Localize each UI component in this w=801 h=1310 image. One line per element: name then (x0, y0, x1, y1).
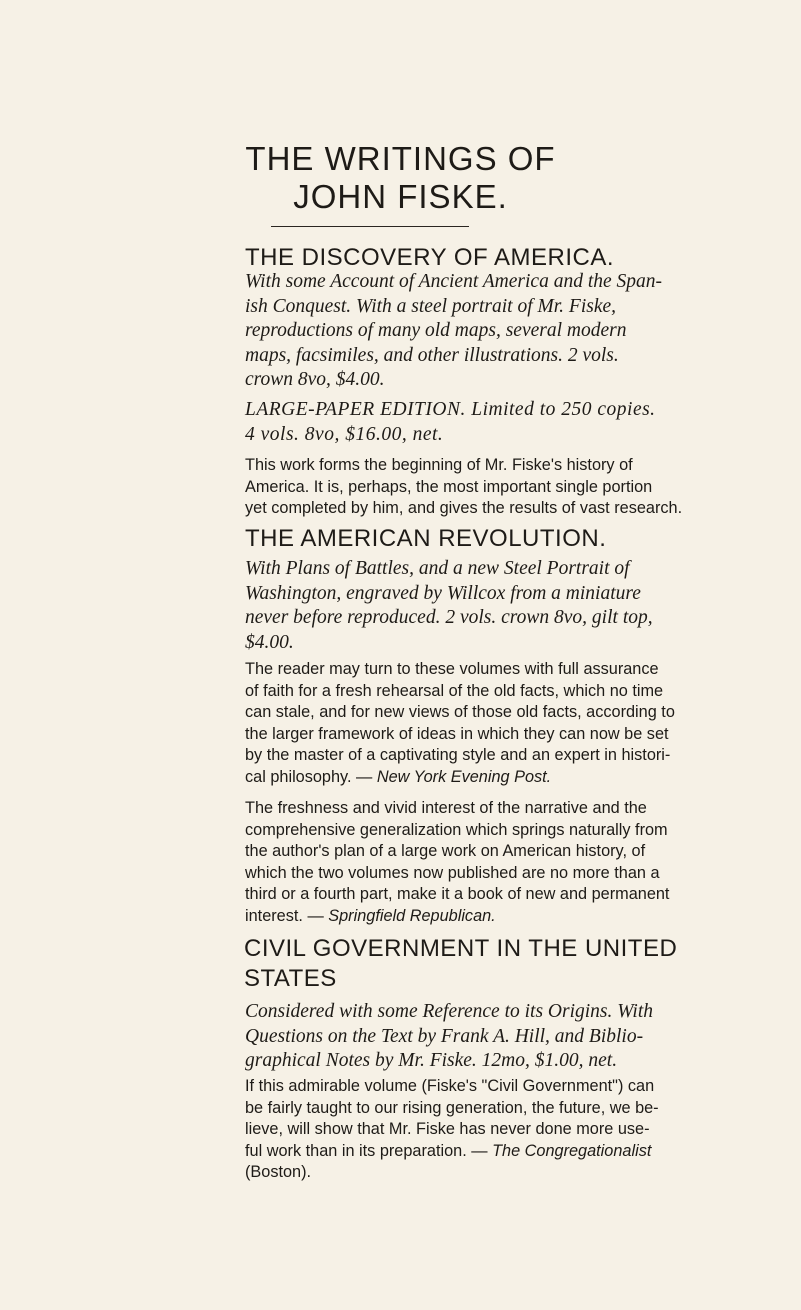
revolution-heading: THE AMERICAN REVOLUTION. (245, 525, 607, 552)
evening-post-review (245, 659, 675, 789)
review-line (245, 906, 669, 928)
review-line: can stale, and for new views of those old facts, according to (245, 703, 675, 722)
large-paper-line: LARGE-PAPER EDITION. Limited to 250 copies. (245, 399, 656, 420)
review-line (245, 1141, 659, 1163)
review-line: The reader may turn to these volumes with full assurance (245, 660, 659, 678)
review-line: the larger framework of ideas in which they can now be set (245, 724, 669, 743)
discovery-heading: THE DISCOVERY OF AMERICA. (245, 244, 615, 271)
title-line-2: JOHN FISKE. (293, 178, 508, 215)
review-line: third or a fourth part, make it a book of new and permanent (245, 885, 670, 904)
discovery-desc-line: maps, facsimiles, and other illustrations. 2 vols. (245, 344, 619, 366)
revolution-desc-line: With Plans of Battles, and a new Steel Portrait of (245, 558, 630, 579)
civil-desc-line: graphical Notes by Mr. Fiske. 12mo, $1.00, net. (245, 1050, 618, 1071)
page-title (0, 140, 801, 216)
revolution-description (245, 557, 653, 655)
heading-line: CIVIL GOVERNMENT IN THE UNITED (244, 935, 678, 962)
review-line: comprehensive generalization which springs naturally from (245, 820, 668, 839)
discovery-body (245, 455, 682, 520)
civil-government-description (245, 1000, 653, 1074)
title-line-1: THE WRITINGS OF (245, 140, 556, 177)
review-source: The Congregationalist (492, 1141, 652, 1160)
review-source: Springfield Republican. (328, 906, 496, 925)
review-line: If this admirable volume (Fiske's "Civil Government") can (245, 1077, 655, 1095)
revolution-desc-line: never before reproduced. 2 vols. crown 8vo, gilt top, (245, 607, 653, 628)
review-line: the author's plan of a large work on American history, of (245, 842, 646, 861)
revolution-desc-line: $4.00. (245, 631, 294, 653)
review-line-text: ful work than in its preparation. — (245, 1141, 488, 1160)
civil-desc-line: Questions on the Text by Frank A. Hill, and Biblio- (245, 1025, 644, 1047)
review-source: New York Evening Post. (376, 767, 552, 786)
discovery-desc-line: reproductions of many old maps, several modern (245, 320, 627, 341)
discovery-desc-line: crown 8vo, $4.00. (245, 369, 385, 390)
discovery-desc-line: With some Account of Ancient America and the Span- (245, 271, 663, 292)
review-line (245, 767, 675, 789)
review-line: (Boston). (245, 1163, 312, 1182)
discovery-body-line: America. It is, perhaps, the most important single portion (245, 477, 653, 496)
review-line: The freshness and vivid interest of the narrative and the (245, 799, 647, 817)
congregationalist-review (245, 1076, 659, 1184)
civil-desc-line: Considered with some Reference to its Origins. With (245, 1001, 654, 1022)
revolution-desc-line: Washington, engraved by Willcox from a miniature (245, 582, 641, 604)
review-line-text: cal philosophy. — (245, 767, 373, 786)
review-line: be fairly taught to our rising generation, the future, we be- (245, 1098, 659, 1117)
discovery-body-line: yet completed by him, and gives the results of vast research. (245, 499, 683, 518)
review-line-text: interest. — (245, 906, 324, 925)
title-rule (271, 226, 469, 227)
review-line: which the two volumes now published are no more than a (245, 863, 660, 882)
civil-government-heading (244, 934, 677, 994)
review-line: by the master of a captivating style and an expert in histori- (245, 746, 671, 765)
review-line: of faith for a fresh rehearsal of the old facts, which no time (245, 681, 664, 700)
heading-line: STATES (244, 965, 337, 992)
large-paper-line: 4 vols. 8vo, $16.00, net. (245, 423, 444, 445)
large-paper-edition (245, 398, 656, 447)
discovery-description (245, 270, 662, 393)
review-line: lieve, will show that Mr. Fiske has never done more use- (245, 1120, 650, 1139)
discovery-desc-line: ish Conquest. With a steel portrait of Mr. Fiske, (245, 295, 617, 317)
springfield-review (245, 798, 669, 928)
discovery-body-line: This work forms the beginning of Mr. Fiske's history of (245, 456, 633, 474)
